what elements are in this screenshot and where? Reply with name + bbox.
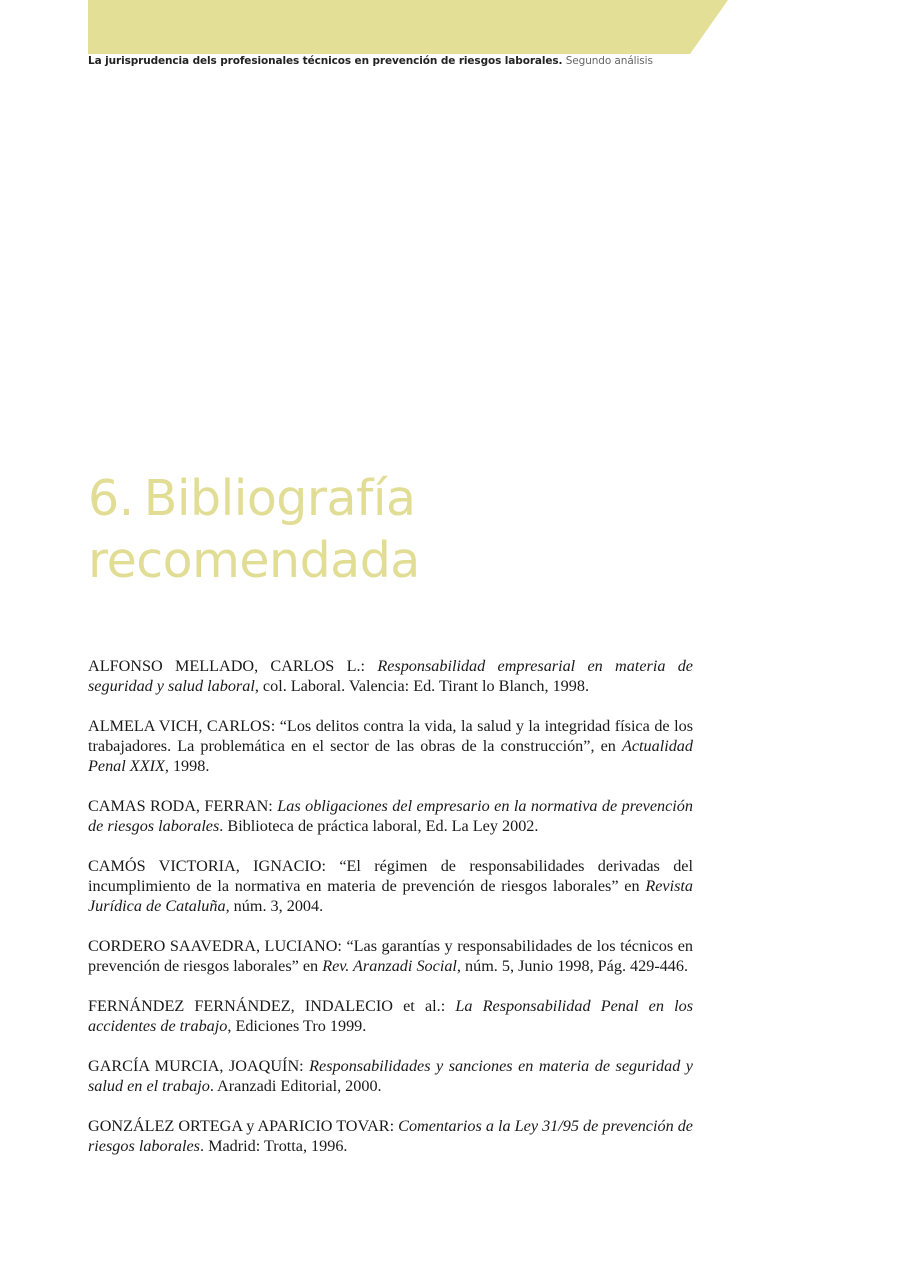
entry-text: GARCÍA MURCIA, JOAQUÍN: xyxy=(88,1057,310,1075)
bibliography-list xyxy=(88,656,693,1176)
chapter-title-word-1: Bibliografía xyxy=(143,470,416,527)
entry-title-italic: Responsabilidad empresarial en materia de seguridad y salud laboral xyxy=(88,657,693,695)
entry-text: , 1998. xyxy=(164,757,210,775)
entry-title-italic: Rev. Aranzadi Social xyxy=(322,957,457,975)
bibliography-entry xyxy=(88,1056,693,1096)
entry-text: núm. 3, 2004. xyxy=(229,897,324,915)
header-band xyxy=(88,0,728,54)
entry-text: , Ediciones Tro 1999. xyxy=(227,1017,367,1035)
entry-text: GONZÁLEZ ORTEGA y APARICIO TOVAR: xyxy=(88,1117,399,1135)
running-header-title: La jurisprudencia dels profesionales técnicos en prevención de riesgos laborales. xyxy=(88,55,563,67)
chapter-title xyxy=(88,468,420,592)
entry-title-italic: Comentarios a la Ley 31/95 de prevención de riesgos laborales xyxy=(88,1117,693,1155)
entry-text: , núm. 5, Junio 1998, Pág. 429-446. xyxy=(456,957,689,975)
chapter-title-line-1 xyxy=(88,468,420,530)
chapter-title-line-2: recomendada xyxy=(88,532,420,589)
chapter-number: 6. xyxy=(88,470,134,527)
header-band-shape xyxy=(88,0,728,54)
bibliography-entry xyxy=(88,716,693,776)
bibliography-entry xyxy=(88,796,693,836)
entry-text: . Biblioteca de práctica laboral, Ed. La Ley 2002. xyxy=(219,817,539,835)
entry-text: CAMÓS VICTORIA, IGNACIO: “El régimen de responsabilidades derivadas del incumplimiento de la normativa en materia de prevención de riesgos laborales” en xyxy=(88,857,693,895)
running-header-subtitle: Segundo análisis xyxy=(565,55,653,67)
entry-title-italic: Revista Jurídica de Cataluña, xyxy=(88,877,693,915)
entry-text: . Madrid: Trotta, 1996. xyxy=(199,1137,348,1155)
entry-text: CAMAS RODA, FERRAN: xyxy=(88,797,278,815)
entry-text: ALMELA VICH, CARLOS: “Los delitos contra la vida, la salud y la integridad física de los trabajadores. La problemática en el sector de las obras de la construcción”, en xyxy=(88,717,693,755)
bibliography-entry xyxy=(88,656,693,696)
entry-title-italic: Las obligaciones del empresario en la normativa de prevención de riesgos laborales xyxy=(88,797,693,835)
entry-title-italic: Actualidad Penal XXIX xyxy=(88,737,693,775)
entry-text: , col. Laboral. Valencia: Ed. Tirant lo Blanch, 1998. xyxy=(254,677,590,695)
running-header xyxy=(88,55,653,67)
entry-text: ALFONSO MELLADO, CARLOS L.: xyxy=(88,657,378,675)
bibliography-entry xyxy=(88,936,693,976)
entry-text: FERNÁNDEZ FERNÁNDEZ, INDALECIO et al.: xyxy=(88,997,456,1015)
bibliography-entry xyxy=(88,856,693,916)
entry-text: . Aranzadi Editorial, 2000. xyxy=(209,1077,382,1095)
entry-title-italic: La Responsabilidad Penal en los accidentes de trabajo xyxy=(88,997,693,1035)
entry-title-italic: Responsabilidades y sanciones en materia de seguridad y salud en el trabajo xyxy=(88,1057,693,1095)
entry-text: CORDERO SAAVEDRA, LUCIANO: “Las garantías y responsabilidades de los técnicos en prevención de riesgos laborales” en xyxy=(88,937,693,975)
bibliography-entry xyxy=(88,1116,693,1156)
bibliography-entry xyxy=(88,996,693,1036)
